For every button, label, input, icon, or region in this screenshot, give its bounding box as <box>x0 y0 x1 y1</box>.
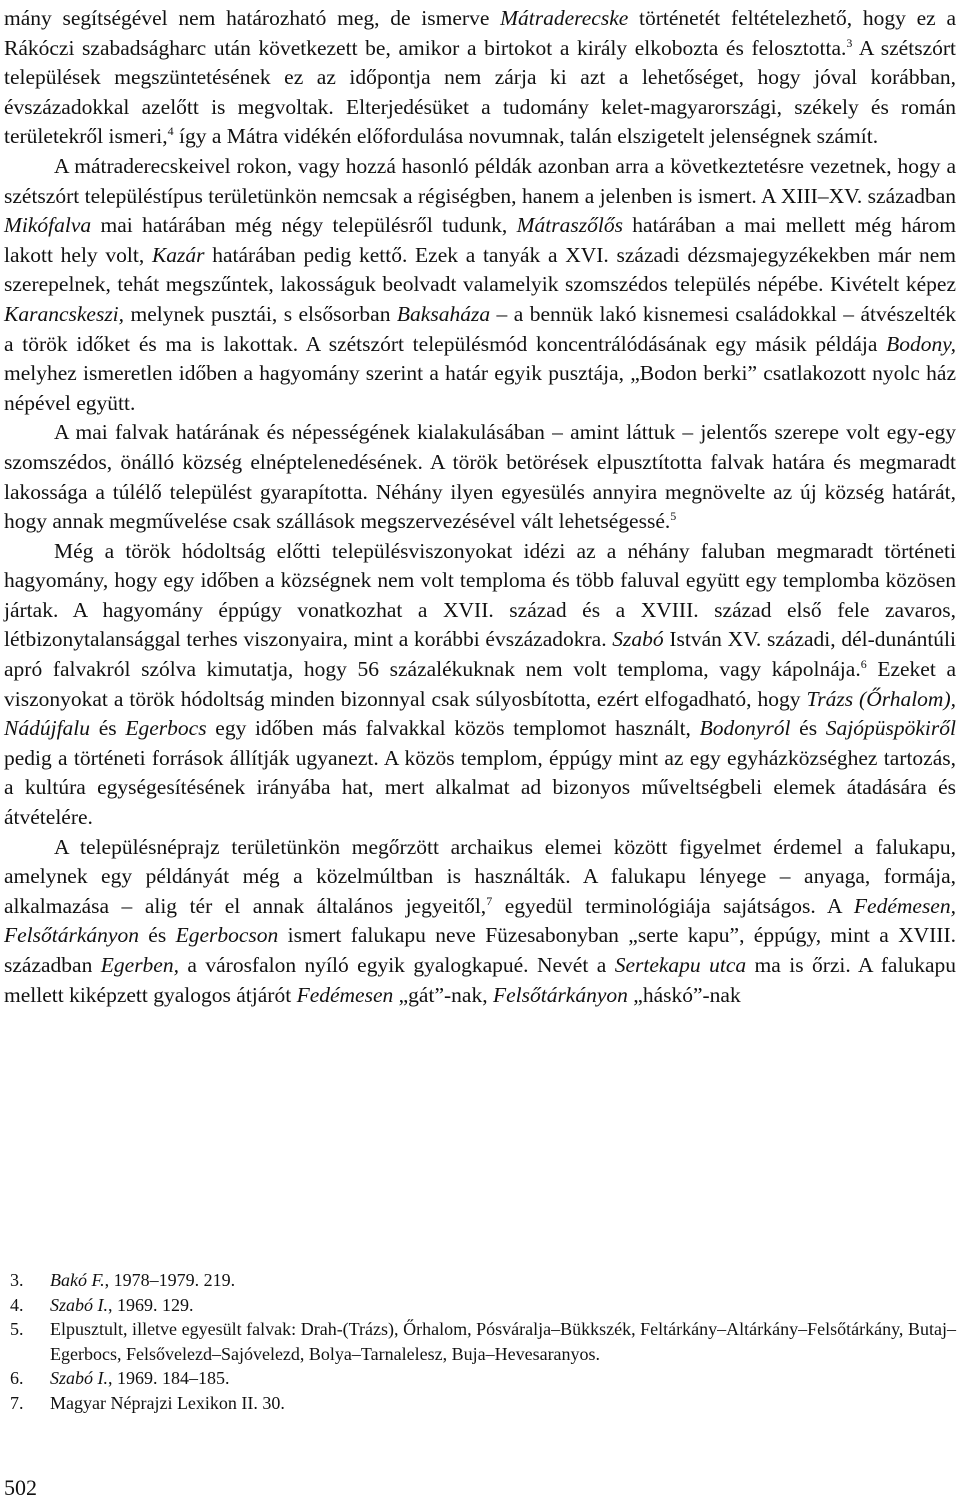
text-run: Ezeket a viszonyokat a török hódoltság minden bizonnyal csak súlyosbította, ezért elfogadható, hogy <box>4 657 956 711</box>
italic-text: Fedémesen <box>296 982 394 1007</box>
italic-text: Szabó <box>612 627 664 652</box>
text-run: A településnéprajz területünkön megőrzött archaikus elemei között figyelmet érdemel a falukapu, amelynek egy példányát még a közelmúltban is használták. A falukapu lényege – anyaga, formája, alkalmazása – alig tér el annak általános jegyeitől, <box>4 834 956 918</box>
text-run: melyhez ismeretlen időben a hagyomány szerint a határ egyik pusztája, „Bodon berki” csatlakozott nyolc ház népével együtt. <box>4 361 956 415</box>
text-run: „gát”-nak, <box>393 982 493 1007</box>
paragraph <box>4 418 956 536</box>
footnote-text <box>50 1293 956 1318</box>
text-run: határában a mai mellett még három lakott hely volt, <box>4 213 957 267</box>
text-run: melynek pusztái, s elsősorban <box>124 301 397 326</box>
text-run: így a Mátra vidékén előfordulása novumnak, talán elszigetelt jelenségnek számít. <box>173 124 879 149</box>
italic-text: Bakó F. <box>50 1270 105 1290</box>
text-run: Elpusztult, illetve egyesült falvak: Drah-(Trázs), Őrhalom, Pósváralja–Bükkszék, Feltárkány–Altárkány–Felsőtárkány, Butaj–Egerbocs, Felsővelezd–Sajóvelezd, Bolya–Tarnalelesz, Buja–Hevesaranyos. <box>50 1319 956 1364</box>
text-run: Még a török hódoltság előtti településviszonyokat idézi az a néhány faluban megmaradt történeti hagyomány, hogy egy időben a községnek nem volt temploma és több faluval együtt egy templomba közösen jártak. A hagyomány éppúgy vonatkozhat a XVII. század és a XVIII. század első fele zavaros, létbizonytalansággal terhes viszonyaira, mint a korábbi évszázadokra. <box>4 538 956 652</box>
italic-text: Sajópüspökiről <box>825 716 956 741</box>
footnote-number: 5. <box>10 1319 24 1339</box>
italic-text: Baksaháza <box>396 301 491 326</box>
text-run: történetét feltételezhető, hogy ez a Rákóczi szabadságharc után következett be, amikor a birtokot a király elkobozta és felosztotta. <box>4 6 956 60</box>
text-run: határában pedig kettő. Ezek a tanyák a XVI. századi dézsmajegyzékekben már nem szerepelnek, tehát megszűntek, lakosságuk beolvadt valamelyik szomszédos település népébe. Kivételt képez <box>4 242 956 297</box>
footnote <box>4 1317 956 1366</box>
italic-text: Szabó I. <box>50 1294 108 1315</box>
italic-text: Egerbocs <box>125 716 207 741</box>
footnote-number: 7. <box>10 1392 24 1413</box>
italic-text: Kazár <box>151 242 205 267</box>
italic-text: Trázs (Őrhalom), Nádújfalu <box>4 686 956 741</box>
text-run: mány segítségével nem határozható meg, de ismerve <box>4 6 501 30</box>
text-run: , 1969. 129. <box>108 1294 194 1315</box>
footnote-text <box>50 1317 956 1366</box>
italic-text: Karancskeszi, <box>4 301 125 326</box>
text-run: és <box>138 923 176 948</box>
text-run: egyedül terminológiája sajátságos. A <box>492 893 854 918</box>
text-run: , 1978–1979. 219. <box>104 1270 236 1290</box>
text-run: pedig a történeti források állítják ugyanezt. A közös templom, éppúgy mint az egy egyházközséghez tartozás, a kultúra egységesítésének irányába hat, mert alkalmat ad bizonyos műveltségbeli elemek átadására és átvételére. <box>4 745 956 830</box>
italic-text: Szabó I. <box>50 1368 108 1388</box>
text-run: István XV. századi, dél-dunántúli apró falvakról szólva kimutatja, hogy 56 százalékuknak nem volt temploma, vagy kápolnája. <box>4 627 956 682</box>
text-run: és <box>790 716 826 741</box>
text-run: A mai falvak határának és népességének kialakulásában – amint láttuk – jelentős szerepe volt egy-egy szomszédos, önálló község elnéptelenedésének. A török betörések elpusztította falvak határa és megmaradt lakossága a túlélő települést gyarapította. Néhány ilyen egyesülés annyira megnövelte az új község határát, hogy annak megművelése csak szállások megszervezésével vált lehetségessé. <box>4 420 956 534</box>
paragraph <box>4 537 956 833</box>
italic-text: Egerbocson <box>175 923 279 948</box>
italic-text: Bodony, <box>886 331 956 356</box>
text-run: ismert falukapu neve Füzesabonyban „serte kapu”, éppúgy, mint a XVIII. században <box>4 923 956 977</box>
footnote-reference: 4 <box>167 124 174 139</box>
text-run: a városfalon nyíló egyik gyalogkapué. Nevét a <box>178 953 615 977</box>
italic-text: Mikófalva <box>4 213 92 238</box>
footnote-number: 3. <box>10 1270 24 1290</box>
paragraph <box>4 152 956 418</box>
text-run: és <box>90 716 126 741</box>
text-run: – a bennük lakó kisnemesi családokkal – átvészelték a török időket és ma is lakottak. A szétszórt településmód koncentrálódásának egy másik példája <box>4 301 956 356</box>
footnote-text <box>50 1268 956 1293</box>
paragraph <box>4 4 956 152</box>
footnote-number: 6. <box>10 1368 24 1388</box>
body-text <box>4 4 956 1010</box>
page-number: 502 <box>4 1475 37 1500</box>
text-run: Magyar Néprajzi Lexikon II. 30. <box>50 1392 285 1413</box>
footnotes <box>4 1268 956 1415</box>
footnote-reference: 3 <box>846 35 853 50</box>
footnote-reference: 7 <box>486 893 493 908</box>
text-run: ma is őrzi. A falukapu mellett kiképzett gyalogos átjárót <box>4 953 956 1007</box>
footnote-reference: 5 <box>670 509 677 524</box>
italic-text: Fedémesen, Felsőtárkányon <box>4 893 956 948</box>
footnote-text <box>50 1391 956 1416</box>
text-run: A szétszórt települések megszüntetésének ez az időpontja nem zárja ki azt a lehetőséget, hogy jóval korábban, évszázadokkal azelőtt is megvoltak. Elterjedésüket a tudomány kelet-magyarországi, székely és román területekről ismeri, <box>4 35 956 149</box>
footnote <box>4 1293 956 1318</box>
italic-text: Mátraderecske <box>500 6 629 30</box>
footnote <box>4 1268 956 1293</box>
footnote-number: 4. <box>10 1294 24 1315</box>
footnote <box>4 1391 956 1416</box>
paragraph <box>4 833 956 1011</box>
italic-text: Felsőtárkányon <box>492 982 628 1007</box>
text-run: , 1969. 184–185. <box>108 1368 230 1388</box>
italic-text: Sertekapu utca <box>614 953 747 977</box>
italic-text: Mátraszőlős <box>516 213 623 238</box>
footnote-text <box>50 1366 956 1391</box>
text-run: „háskó”-nak <box>627 982 741 1007</box>
text-run: mai határában még négy településről tudunk, <box>91 213 517 238</box>
text-run: egy időben más falvakkal közös templomot használt, <box>206 716 700 741</box>
italic-text: Egerben, <box>100 953 179 977</box>
footnote-reference: 6 <box>860 657 867 672</box>
footnote <box>4 1366 956 1391</box>
text-run: A mátraderecskeivel rokon, vagy hozzá hasonló példák azonban arra a következtetésre vezetnek, hogy a szétszórt településtípus területünkön nemcsak a régiségben, hanem a jelenben is ismert. A XIII–XV. században <box>4 153 956 208</box>
italic-text: Bodonyról <box>699 716 791 741</box>
